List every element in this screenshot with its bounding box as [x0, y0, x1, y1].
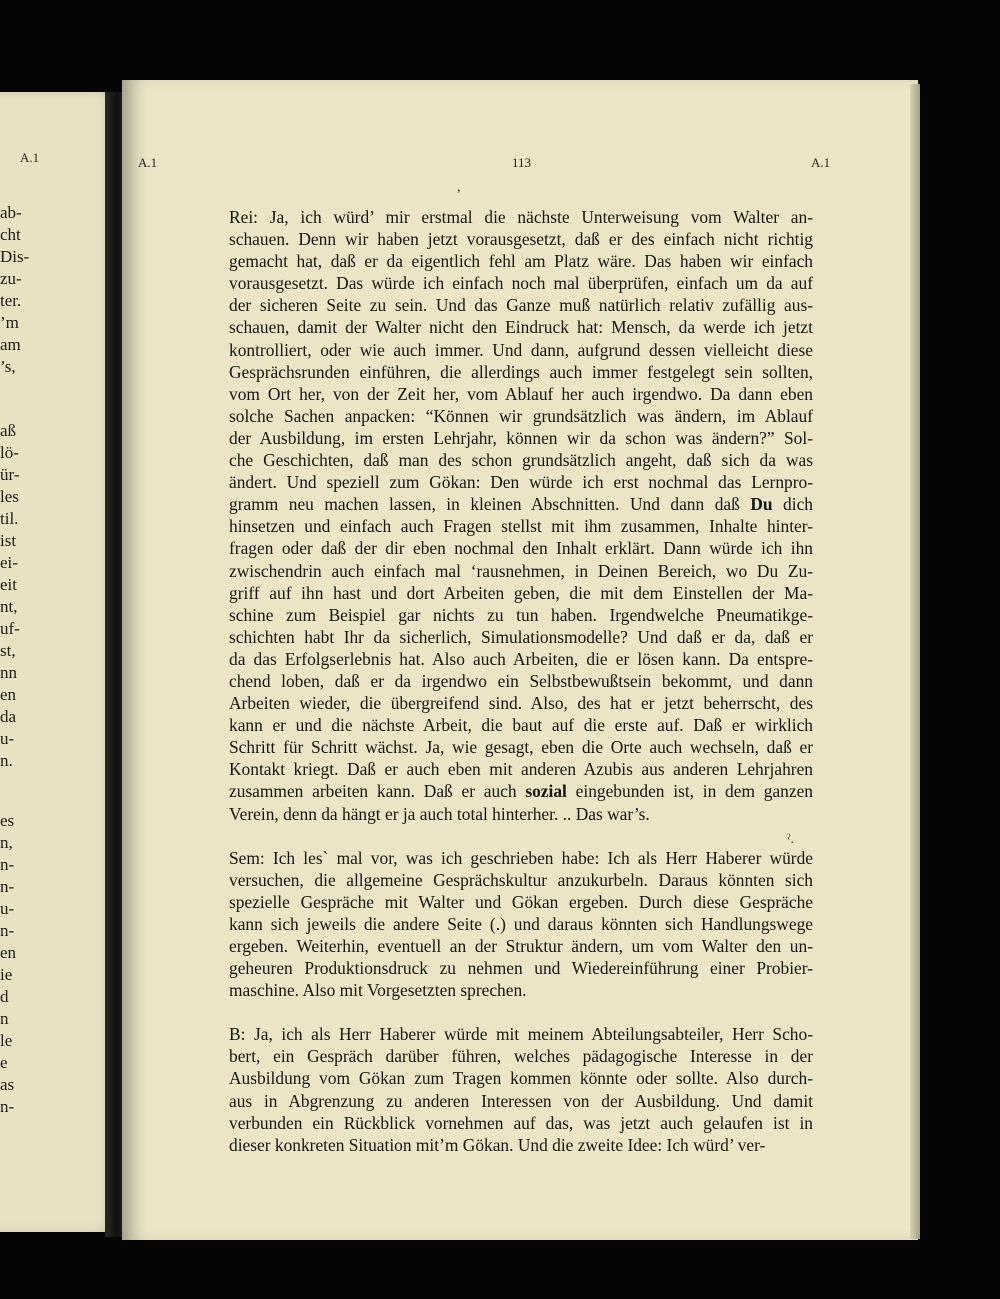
left-page-fragment: ab-: [0, 203, 22, 222]
text-line: ändert. Und speziell zum Gökan: Den würde ich erst nochmal das Lernpro-: [229, 472, 813, 493]
left-page-fragment: ei-: [0, 553, 18, 572]
left-page-fragment: ist: [0, 531, 17, 550]
left-page-fragment: en: [0, 943, 17, 962]
text-line: gemacht hat, daß er da eigentlich fehl am Platz wäre. Das haben wir einfach: [229, 251, 813, 272]
left-page-fragment: u-: [0, 899, 15, 918]
left-page-fragment: aß: [0, 421, 17, 440]
left-page-fragment: da: [0, 707, 17, 726]
stray-mark: ,: [457, 180, 461, 195]
left-page-header: A.1: [20, 150, 40, 165]
text-line: schauen. Denn wir haben jetzt vorausgesetzt, daß er des einfach nicht richtig: [229, 229, 813, 250]
text-line: der sicheren Seite zu sein. Und das Ganze muß natürlich relativ zufällig aus-: [229, 295, 813, 316]
left-page-fragment: ’m: [0, 313, 19, 332]
text-line: kann sich jeweils die andere Seite (.) und daraus könnten sich Handlungswege: [229, 913, 813, 934]
left-page-fragment: ’s,: [0, 357, 16, 376]
text-line: Arbeiten wieder, die übergreifend sind. Also, des hat er jetzt beherrscht, des: [229, 693, 813, 714]
text-line: kann er und die nächste Arbeit, die baut auf die erste auf. Daß er wirklich: [229, 715, 813, 736]
text-line: griff auf ihn hast und dort Arbeiten geben, die mit dem Einstellen der Ma-: [229, 582, 813, 603]
left-page-fragment: cht: [0, 225, 21, 244]
right-page: [122, 80, 918, 1240]
page-edge: [910, 84, 920, 1239]
text-line: solche Sachen anpacken: “Können wir grundsätzlich was ändern, im Ablauf: [229, 405, 813, 426]
left-page-fragment: n-: [0, 855, 15, 874]
text-line: zwischendrin auch einfach mal ‘rausnehmen, in Deinen Bereich, wo Du Zu-: [229, 560, 813, 581]
left-page: [0, 92, 120, 1232]
left-page-fragment: n,: [0, 833, 13, 852]
left-page-fragment: es: [0, 811, 15, 830]
left-page-fragment: ür-: [0, 465, 20, 484]
left-page-fragment: zu-: [0, 269, 22, 288]
text-line: gramm neu machen lassen, in kleinen Abschnitten. Und dann daß Du dich: [229, 494, 813, 515]
left-page-fragment: st,: [0, 641, 16, 660]
page-header-right: A.1: [811, 155, 831, 170]
text-line: zusammen arbeiten kann. Daß er auch sozial eingebunden ist, in dem ganzen: [229, 781, 813, 802]
left-page-fragment: nt,: [0, 597, 18, 616]
left-page-fragment: lö-: [0, 443, 19, 462]
text-line: Ausbildung vom Gökan zum Tragen kommen könnte oder sollte. Also durch-: [229, 1068, 813, 1089]
left-page-fragment: ter.: [0, 291, 22, 310]
text-line: vorausgesetzt. Das würde ich einfach noch mal überprüfen, einfach um da auf: [229, 273, 813, 294]
left-page-fragment: n-: [0, 1097, 15, 1116]
text-line: kontrolliert, oder wie auch immer. Und dann, aufgrund dessen vielleicht diese: [229, 339, 813, 360]
text-line: vom Ort her, von der Zeit her, vom Ablauf her auch irgendwo. Da dann eben: [229, 383, 813, 404]
page-header-left: A.1: [138, 155, 158, 170]
text-line: Gesprächsrunden einführen, die allerdings auch immer festgelegt sein sollten,: [229, 361, 813, 382]
left-page-fragment: n: [0, 1009, 9, 1028]
left-page-fragment: am: [0, 335, 21, 354]
paragraph-b: [229, 1023, 813, 1156]
text-line: maschine. Also mit Vorgesetzten sprechen.: [229, 980, 527, 1001]
text-line: spezielle Gespräche mit Walter und Gökan ergeben. Durch diese Gespräche: [229, 891, 813, 912]
text-line: che Geschichten, daß man des schon grundsätzlich angeht, daß sich da was: [229, 450, 813, 471]
left-page-fragment: e: [0, 1053, 8, 1072]
left-page-fragment: u-: [0, 729, 15, 748]
text-line: versuchen, die allgemeine Gesprächskultur anzukurbeln. Daraus könnten sich: [229, 869, 813, 890]
left-page-fragment: til.: [0, 509, 19, 528]
left-page-fragment: eit: [0, 575, 17, 594]
text-line: verbunden ein Rückblick vornehmen auf das, was jetzt auch gelaufen ist in: [229, 1112, 813, 1133]
left-page-fragment: le: [0, 1031, 13, 1050]
page-body: [229, 206, 813, 1178]
text-line: Rei: Ja, ich würd’ mir erstmal die nächste Unterweisung vom Walter an-: [229, 207, 813, 227]
text-line: Sem: Ich les` mal vor, was ich geschrieben habe: Ich als Herr Haberer würde: [229, 847, 813, 868]
text-line: hinsetzen und einfach auch Fragen stellst mit ihm zusammen, Inhalte hinter-: [229, 516, 813, 537]
left-page-fragment: n.: [0, 751, 13, 770]
paragraph-rei: [229, 206, 813, 825]
left-page-fragment: nn: [0, 663, 17, 682]
left-page-fragment: en: [0, 685, 17, 704]
text-line: Verein, denn da hängt er ja auch total hinterher. .. Das war’s.: [229, 803, 650, 824]
left-page-fragment: as: [0, 1075, 15, 1094]
text-line: B: Ja, ich als Herr Haberer würde mit meinem Abteilungsabteiler, Herr Scho-: [229, 1024, 813, 1045]
text-line: bert, ein Gespräch darüber führen, welches pädagogische Interesse in der: [229, 1046, 813, 1067]
left-page-fragment: n-: [0, 921, 15, 940]
text-line: ergeben. Weiterhin, eventuell an der Struktur ändern, um vom Walter den un-: [229, 936, 813, 956]
text-line: aus in Abgrenzung zu anderen Interessen von der Ausbildung. Und damit: [229, 1090, 813, 1111]
stray-mark: ˀ.: [787, 832, 794, 847]
text-line: der Ausbildung, im ersten Lehrjahr, können wir da schon was ändern?” Sol-: [229, 427, 813, 448]
text-line: schauen, damit der Walter nicht den Eindruck hat: Mensch, da werde ich jetzt: [229, 317, 813, 338]
text-line: schichten habt Ihr da sicherlich, Simulationsmodelle? Und daß er da, daß er: [229, 626, 813, 647]
text-line: schine zum Beispiel gar nichts zu tun haben. Irgendwelche Pneumatikge-: [229, 604, 813, 625]
left-page-fragment: d: [0, 987, 9, 1006]
left-page-fragment: les: [0, 487, 19, 506]
left-page-fragment: n-: [0, 877, 15, 896]
left-page-fragment: uf-: [0, 619, 20, 638]
text-line: geheuren Produktionsdruck zu nehmen und Wiedereinführung einer Probier-: [229, 958, 813, 979]
page-number: 113: [512, 155, 532, 170]
text-line: chend loben, daß er da irgendwo ein Selbstbewußtsein bekommt, und dann: [229, 670, 813, 691]
left-page-fragment: ie: [0, 965, 13, 984]
text-line: fragen oder daß der dir eben nochmal den Inhalt erklärt. Dann würde ich ihn: [229, 538, 813, 559]
text-line: Schritt für Schritt wächst. Ja, wie gesagt, eben die Orte auch wechseln, daß er: [229, 737, 813, 758]
text-line: Kontakt kriegt. Daß er auch eben mit anderen Azubis aus anderen Lehrjahren: [229, 759, 813, 780]
text-line: da das Erfolgserlebnis hat. Also auch Arbeiten, die er lösen kann. Da entspre-: [229, 648, 813, 669]
text-line: dieser konkreten Situation mit’m Gökan. Und die zweite Idee: Ich würd’ ver-: [229, 1134, 766, 1155]
paragraph-sem: [229, 847, 813, 1002]
left-page-fragment: Dis-: [0, 247, 30, 266]
